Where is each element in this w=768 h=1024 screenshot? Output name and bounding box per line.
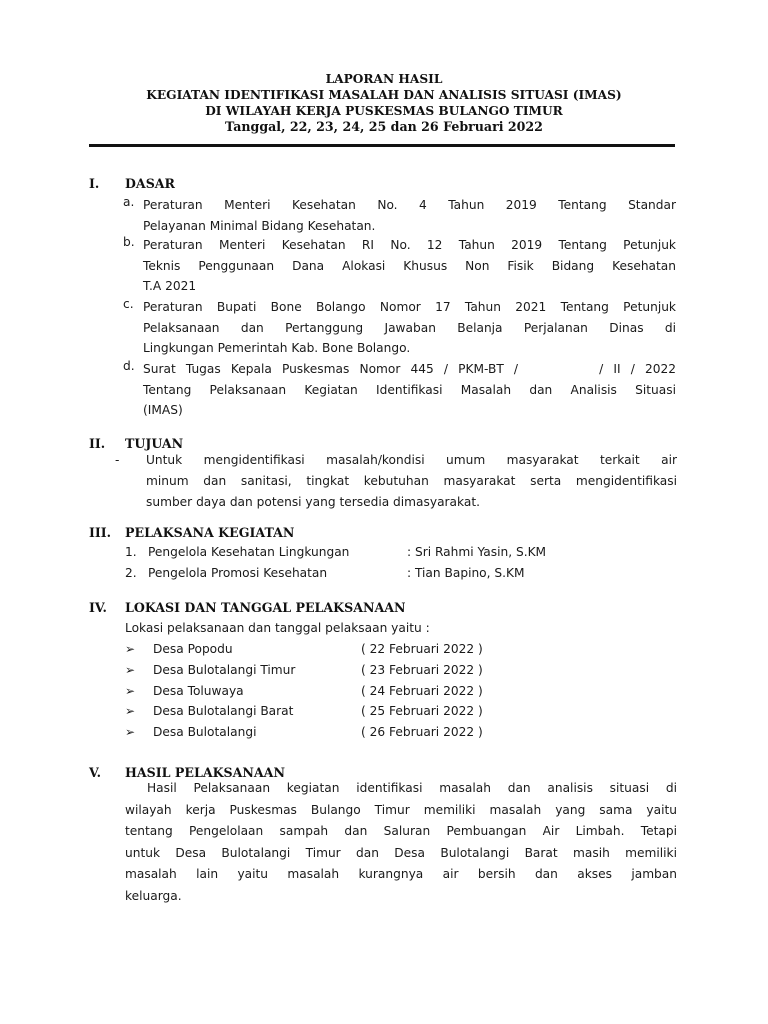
lokasi-intro: Lokasi pelaksanaan dan tanggal pelaksaan yaitu : (125, 621, 430, 635)
hasil-line: masalah lain yaitu masalah kurangnya air bersih dan akses jamban (125, 867, 677, 882)
section-number: I. (89, 176, 100, 191)
item-letter: b. (123, 235, 135, 249)
item-line: (IMAS) (143, 403, 183, 417)
dasar-item-c (123, 297, 676, 359)
lokasi-desa: Desa Bulotalangi Barat (153, 704, 294, 718)
item-line: Peraturan Menteri Kesehatan No. 4 Tahun 2019 Tentang Standar (143, 198, 676, 212)
item-line: Teknis Penggunaan Dana Alokasi Khusus Non Fisik Bidang Kesehatan (143, 258, 676, 273)
section-number: II. (89, 436, 106, 451)
dasar-item-a (123, 195, 676, 236)
pelaksana-name: : Tian Bapino, S.KM (407, 566, 525, 580)
tujuan-line: sumber daya dan potensi yang tersedia dimasyarakat. (146, 495, 480, 509)
arrow-bullet-icon: ➢ (125, 642, 136, 656)
lokasi-desa: Desa Bulotalangi Timur (153, 663, 296, 677)
tujuan-line: Untuk mengidentifikasi masalah/kondisi umum masyarakat terkait air (146, 453, 677, 467)
lokasi-desa: Desa Popodu (153, 642, 233, 656)
tujuan-text (146, 450, 677, 513)
item-line: Lingkungan Pemerintah Kab. Bone Bolango. (143, 341, 411, 355)
section-number: V. (89, 765, 101, 780)
hasil-line: wilayah kerja Puskesmas Bulango Timur memiliki masalah yang sama yaitu (125, 802, 677, 817)
hasil-line: untuk Desa Bulotalangi Timur dan Desa Bulotalangi Barat masih memiliki (125, 845, 677, 860)
lokasi-desa: Desa Bulotalangi (153, 725, 257, 739)
arrow-bullet-icon: ➢ (125, 684, 136, 698)
item-letter: d. (123, 359, 135, 373)
section-title: PELAKSANA KEGIATAN (125, 525, 295, 540)
section-number: IV. (89, 600, 107, 615)
report-title: LAPORAN HASIL (325, 72, 443, 86)
dasar-item-d (123, 359, 676, 421)
item-line: Pelayanan Minimal Bidang Kesehatan. (143, 218, 376, 233)
lokasi-desa: Desa Toluwaya (153, 684, 244, 698)
hasil-paragraph (125, 778, 677, 908)
item-line: Peraturan Bupati Bone Bolango Nomor 17 Tahun 2021 Tentang Petunjuk (143, 300, 676, 314)
item-line: Pelaksanaan dan Pertanggung Jawaban Belanja Perjalanan Dinas di (143, 320, 676, 335)
item-letter: a. (123, 195, 135, 209)
pelaksana-role: Pengelola Kesehatan Lingkungan (148, 545, 350, 559)
pelaksana-role: Pengelola Promosi Kesehatan (148, 566, 328, 580)
section-title: TUJUAN (125, 436, 184, 451)
section-title: LOKASI DAN TANGGAL PELAKSANAAN (125, 600, 406, 615)
lokasi-tanggal: ( 24 Februari 2022 ) (361, 684, 483, 698)
pelaksana-number: 2. (125, 566, 137, 580)
item-line: Tentang Pelaksanaan Kegiatan Identifikasi Masalah dan Analisis Situasi (143, 382, 676, 397)
report-date: Tanggal, 22, 23, 24, 25 dan 26 Februari 2022 (225, 119, 543, 134)
tujuan-line: minum dan sanitasi, tingkat kebutuhan masyarakat serta mengidentifikasi (146, 474, 677, 488)
section-number: III. (89, 525, 112, 540)
dasar-item-b (123, 235, 676, 297)
tujuan-bullet: - (115, 453, 120, 467)
pelaksana-number: 1. (125, 545, 137, 559)
lokasi-tanggal: ( 22 Februari 2022 ) (361, 642, 483, 656)
arrow-bullet-icon: ➢ (125, 663, 136, 677)
item-line: Surat Tugas Kepala Puskesmas Nomor 445 / PKM-BT / / II / 2022 (143, 362, 676, 376)
hasil-line: tentang Pengelolaan sampah dan Saluran Pembuangan Air Limbah. Tetapi (125, 824, 677, 839)
header-divider (89, 144, 675, 147)
report-subtitle: KEGIATAN IDENTIFIKASI MASALAH DAN ANALISIS SITUASI (IMAS) (146, 88, 622, 102)
lokasi-tanggal: ( 26 Februari 2022 ) (361, 725, 483, 739)
item-line: Peraturan Menteri Kesehatan RI No. 12 Tahun 2019 Tentang Petunjuk (143, 238, 676, 252)
arrow-bullet-icon: ➢ (125, 704, 136, 718)
hasil-line: keluarga. (125, 888, 182, 903)
item-line: T.A 2021 (143, 279, 197, 293)
arrow-bullet-icon: ➢ (125, 725, 136, 739)
report-location: DI WILAYAH KERJA PUSKESMAS BULANGO TIMUR (205, 104, 563, 118)
section-title: DASAR (125, 176, 176, 191)
hasil-line: Hasil Pelaksanaan kegiatan identifikasi masalah dan analisis situasi di (147, 781, 677, 795)
section-title: HASIL PELAKSANAAN (125, 765, 285, 780)
lokasi-tanggal: ( 23 Februari 2022 ) (361, 663, 483, 677)
report-header (0, 71, 768, 135)
pelaksana-name: : Sri Rahmi Yasin, S.KM (407, 545, 547, 559)
item-letter: c. (123, 297, 134, 311)
lokasi-tanggal: ( 25 Februari 2022 ) (361, 704, 483, 718)
